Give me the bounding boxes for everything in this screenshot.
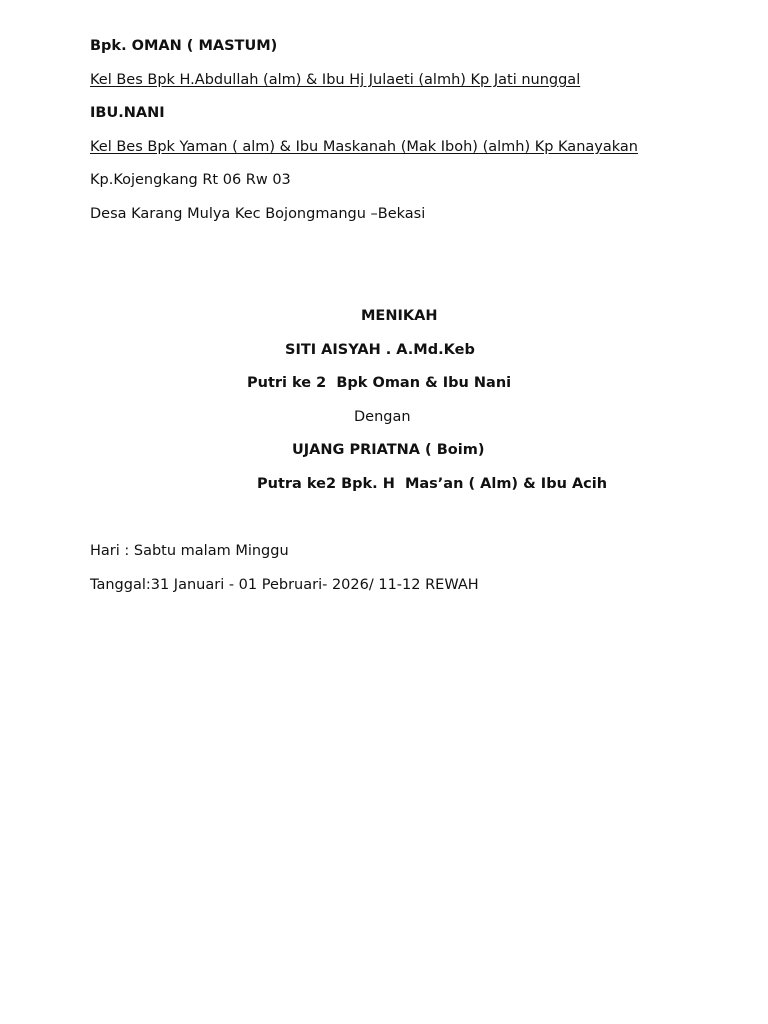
groom-parents: Putra ke2 Bpk. H Mas’an ( Alm) & Ibu Acih: [257, 476, 608, 492]
groom-name: UJANG PRIATNA ( Boim): [292, 442, 485, 458]
father-name: Bpk. OMAN ( MASTUM): [90, 38, 278, 54]
bride-parents: Putri ke 2 Bpk Oman & Ibu Nani: [247, 375, 512, 391]
bride-name: SITI AISYAH . A.Md.Keb: [285, 342, 475, 358]
mother-family: Kel Bes Bpk Yaman ( alm) & Ibu Maskanah (Mak Iboh) (almh) Kp Kanayakan: [90, 139, 638, 155]
connector-text: Dengan: [354, 409, 411, 425]
announcement-heading: MENIKAH: [361, 308, 438, 324]
event-date: Tanggal:31 Januari - 01 Pebruari- 2026/ 11-12 REWAH: [90, 577, 479, 593]
father-family: Kel Bes Bpk H.Abdullah (alm) & Ibu Hj Julaeti (almh) Kp Jati nunggal: [90, 72, 581, 88]
address-line-2: Desa Karang Mulya Kec Bojongmangu –Bekasi: [90, 206, 426, 222]
address-line-1: Kp.Kojengkang Rt 06 Rw 03: [90, 172, 291, 188]
mother-name: IBU.NANI: [90, 105, 165, 121]
event-day: Hari : Sabtu malam Minggu: [90, 543, 289, 559]
